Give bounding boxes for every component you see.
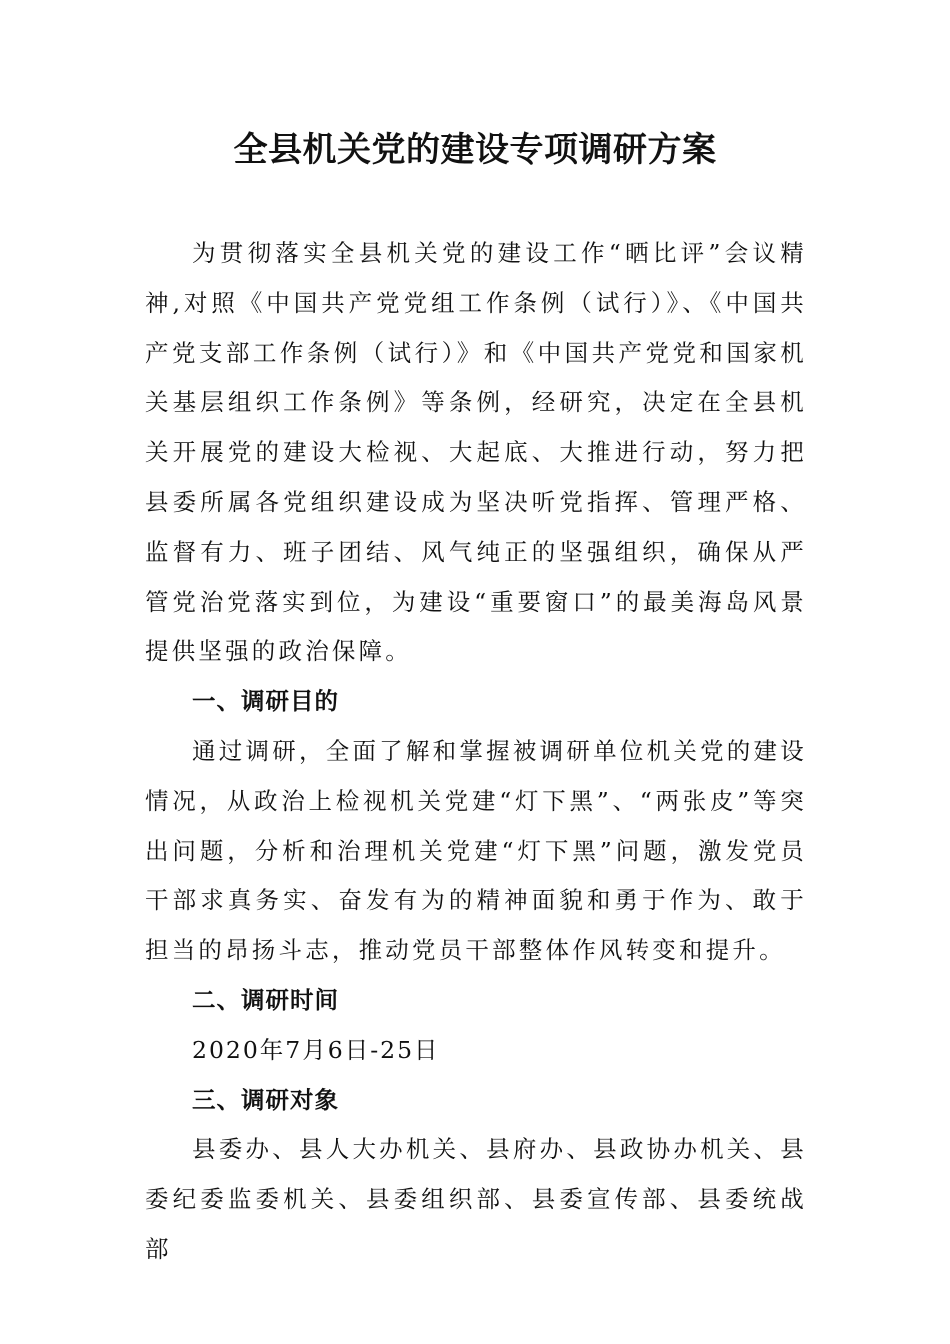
document-body (145, 229, 807, 1275)
section-text-targets: 县委办、县人大办机关、县府办、县政协办机关、县委纪委监委机关、县委组织部、县委宣传部、县委统战部 (145, 1135, 807, 1263)
section-heading-targets: 三、调研对象 (192, 1085, 339, 1114)
document-title: 全县机关党的建设专项调研方案 (233, 130, 717, 170)
section-heading-time: 二、调研时间 (192, 985, 339, 1014)
section-text-time: 2020年7月6日-25日 (192, 1035, 440, 1064)
section-text-purpose: 通过调研，全面了解和掌握被调研单位机关党的建设情况，从政治上检视机关党建“灯下黑”、“两张皮”等突出问题，分析和治理机关党建“灯下黑”问题，激发党员干部求真务实、奋发有为的精神面貌和勇于作为、敢于担当的昂扬斗志，推动党员干部整体作风转变和提升。 (145, 736, 807, 965)
section-heading-purpose: 一、调研目的 (192, 687, 339, 716)
intro-paragraph: 为贯彻落实全县机关党的建设工作“晒比评”会议精神,对照《中国共产党党组工作条例（试行）》、《中国共产党支部工作条例（试行）》和《中国共产党党和国家机关基层组织工作条例》等条例，经研究，决定在全县机关开展党的建设大检视、大起底、大推进行动，努力把县委所属各党组织建设成为坚决听党指挥、管理严格、监督有力、班子团结、风气纯正的坚强组织，确保从严管党治党落实到位，为建设“重要窗口”的最美海岛风景提供坚强的政治保障。 (145, 239, 807, 666)
